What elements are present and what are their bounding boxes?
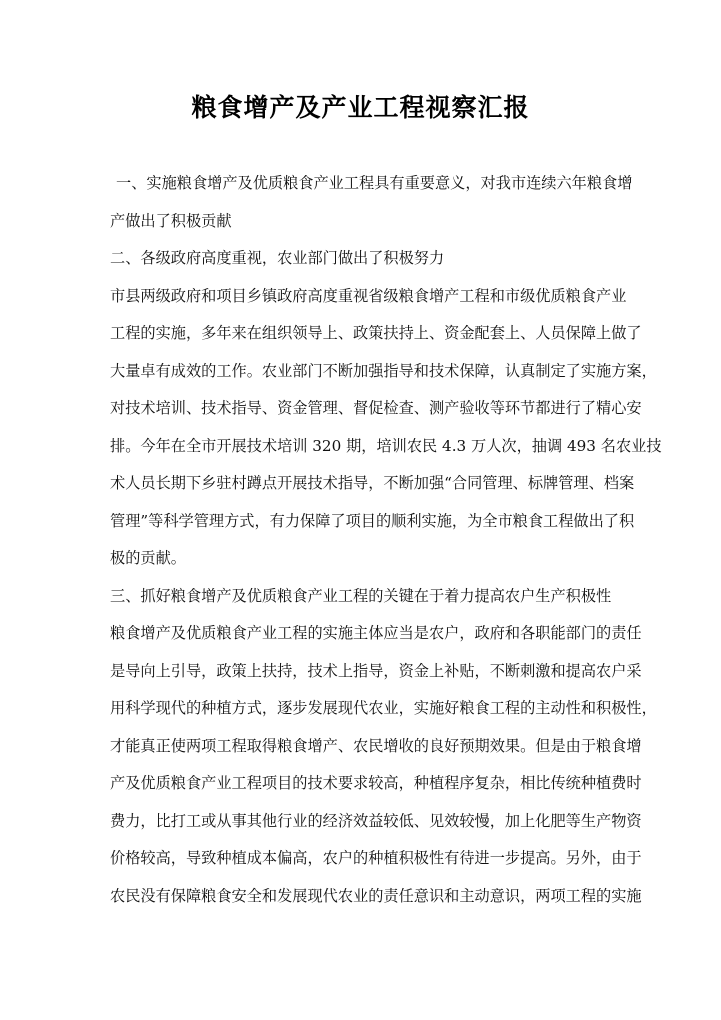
- paragraph-line: 市县两级政府和项目乡镇政府高度重视省级粮食增产工程和市级优质粮食产业: [110, 286, 627, 305]
- paragraph-line: 对技术培训、技术指导、资金管理、督促检查、测产验收等环节都进行了精心安: [110, 399, 642, 417]
- paragraph-line: 粮食增产及优质粮食产业工程的实施主体应当是农户，政府和各职能部门的责任: [110, 624, 642, 642]
- paragraph-line: 才能真正使两项工程取得粮食增产、农民增收的良好预期效果。但是由于粮食增: [110, 736, 642, 755]
- paragraph-line: 大量卓有成效的工作。农业部门不断加强指导和技术保障，认真制定了实施方案，: [110, 361, 657, 380]
- section-heading-3: 三、抓好粮食增产及优质粮食产业工程的关键在于着力提高农户生产积极性: [110, 586, 612, 605]
- paragraph-line: 产及优质粮食产业工程项目的技术要求较高，种植程序复杂，相比传统种植费时: [110, 774, 642, 792]
- paragraph-line: 农民没有保障粮食安全和发展现代农业的责任意识和主动意识，两项工程的实施: [110, 886, 642, 905]
- paragraph-line: 管理”等科学管理方式，有力保障了项目的顺利实施，为全市粮食工程做出了积: [110, 511, 635, 530]
- section-heading-1: 一、实施粮食增产及优质粮食产业工程具有重要意义，对我市连续六年粮食增: [116, 174, 633, 192]
- paragraph-line: 价格较高，导致种植成本偏高，农户的种植积极性有待进一步提高。另外，由于: [110, 849, 642, 867]
- document-title: 粮食增产及产业工程视察汇报: [191, 93, 530, 122]
- paragraph-line: 是导向上引导，政策上扶持，技术上指导，资金上补贴，不断刺激和提高农户采: [110, 661, 642, 680]
- paragraph-line: 用科学现代的种植方式，逐步发展现代农业，实施好粮食工程的主动性和积极性，: [110, 699, 657, 717]
- section-heading-2: 二、各级政府高度重视，农业部门做出了积极努力: [110, 249, 445, 267]
- section-heading-1-cont: 产做出了积极贡献: [110, 211, 232, 230]
- paragraph-line: 术人员长期下乡驻村蹲点开展技术指导，不断加强“合同管理、标牌管理、档案: [110, 474, 635, 492]
- paragraph-line-end: 极的贡献。: [110, 549, 186, 567]
- document-body: [110, 169, 662, 919]
- paragraph-line: 工程的实施，多年来在组织领导上、政策扶持上、资金配套上、人员保障上做了: [110, 324, 642, 342]
- paragraph-line: 排。今年在全市开展技术培训 320 期，培训农民 4.3 万人次，抽调 493 名农业技: [110, 436, 662, 455]
- paragraph-line: 费力，比打工或从事其他行业的经济效益较低、见效较慢，加上化肥等生产物资: [110, 811, 642, 830]
